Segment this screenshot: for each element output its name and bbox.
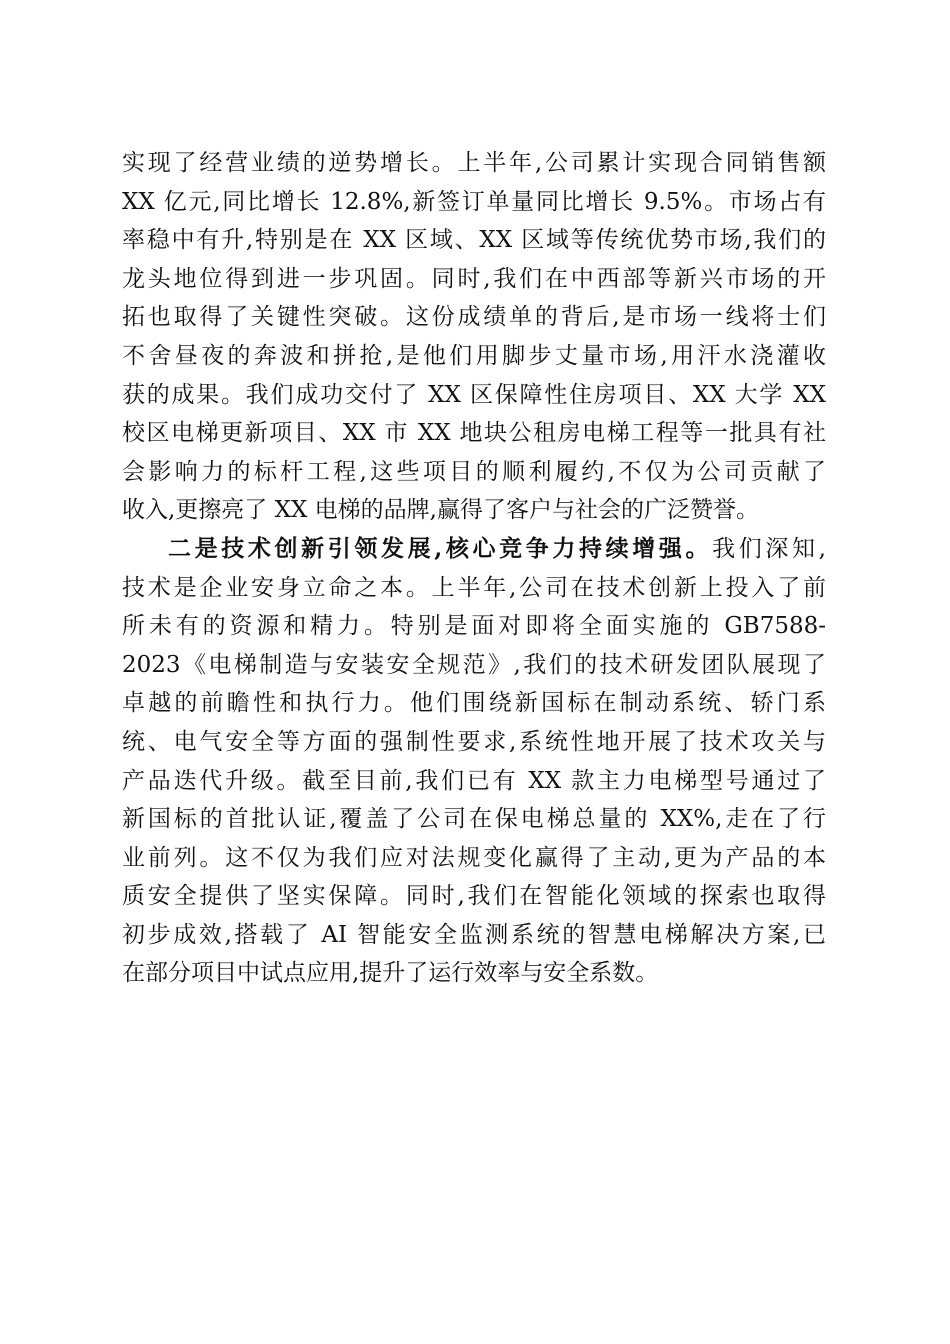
text-line: 2023《电梯制造与安装安全规范》,我们的技术研发团队展现了 [122, 651, 826, 678]
text-line: 实现了经营业绩的逆势增长。上半年,公司累计实现合同销售额 [122, 150, 826, 176]
paragraph-lead-line [122, 530, 826, 569]
text-line: 会影响力的标杆工程,这些项目的顺利履约,不仅为公司贡献了 [122, 458, 826, 485]
text-line: 收入,更擦亮了 XX 电梯的品牌,赢得了客户与社会的广泛赞誉。 [122, 497, 759, 524]
text-line: 卓越的前瞻性和执行力。他们围绕新国标在制动系统、轿门系 [122, 690, 826, 717]
text-line: XX 亿元,同比增长 12.8%,新签订单量同比增长 9.5%。市场占有 [122, 188, 826, 215]
text-line: 产品迭代升级。截至目前,我们已有 XX 款主力电梯型号通过了 [122, 767, 826, 794]
text-line: 拓也取得了关键性突破。这份成绩单的背后,是市场一线将士们 [122, 304, 826, 331]
text-line: 获的成果。我们成功交付了 XX 区保障性住房项目、XX 大学 XX [122, 381, 826, 408]
text-line: 不舍昼夜的奔波和拼抢,是他们用脚步丈量市场,用汗水浇灌收 [122, 342, 826, 369]
text-line: 统、电气安全等方面的强制性要求,系统性地开展了技术攻关与 [122, 728, 826, 755]
text-line: 业前列。这不仅为我们应对法规变化赢得了主动,更为产品的本 [122, 844, 826, 871]
text-line: 技术是企业安身立命之本。上半年,公司在技术创新上投入了前 [122, 574, 826, 601]
section-heading-bold: 二是技术创新引领发展,核心竞争力持续增强。 [168, 534, 713, 562]
paragraph-tech-innovation [122, 530, 826, 993]
lead-text: 我们深知, [712, 535, 826, 562]
document-body [122, 144, 826, 993]
paragraph-market-performance [122, 144, 826, 530]
text-line: 所未有的资源和精力。特别是面对即将全面实施的 GB7588- [122, 613, 826, 640]
text-line: 新国标的首批认证,覆盖了公司在保电梯总量的 XX%,走在了行 [122, 806, 826, 833]
text-line: 龙头地位得到进一步巩固。同时,我们在中西部等新兴市场的开 [122, 265, 826, 292]
text-line: 初步成效,搭载了 AI 智能安全监测系统的智慧电梯解决方案,已 [122, 921, 826, 948]
text-line: 率稳中有升,特别是在 XX 区域、XX 区域等传统优势市场,我们的 [122, 227, 826, 254]
text-line: 校区电梯更新项目、XX 市 XX 地块公租房电梯工程等一批具有社 [122, 420, 826, 447]
text-line: 在部分项目中试点应用,提升了运行效率与安全系数。 [122, 960, 659, 987]
text-line: 质安全提供了坚实保障。同时,我们在智能化领域的探索也取得 [122, 883, 826, 910]
